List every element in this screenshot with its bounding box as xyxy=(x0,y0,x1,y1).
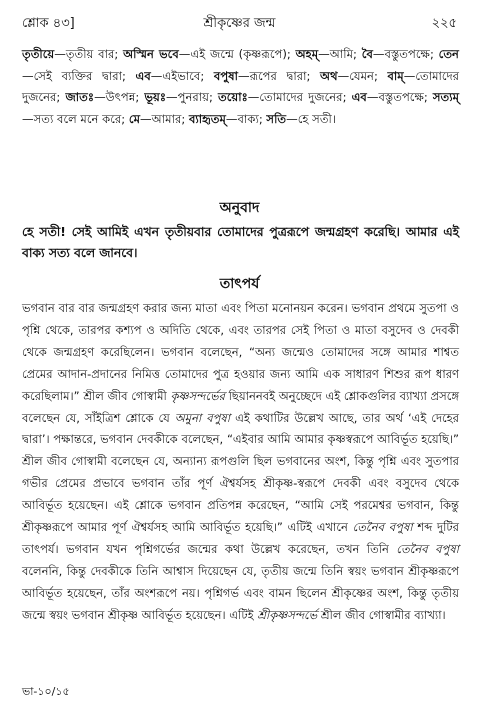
synonym-meaning: হে সতী। xyxy=(297,111,336,126)
translation-text: হে সতী! সেই আমিই এখন তৃতীয়বার তোমাদের পুত্ররূপে জন্মগ্রহণ করেছি। আমার এই বাক্য সত্য বলে জানবে। xyxy=(22,225,459,260)
chapter-title: শ্রীকৃষ্ণের জন্ম xyxy=(203,16,276,31)
synonym-meaning: সেই ব্যক্তির দ্বারা xyxy=(33,68,122,83)
purport-run: শব্দ দুটির তাৎপর্য। ভগবান যখন পৃশ্নিগর্ভের জন্মের কথা উল্লেখ করেছেন, তখন তিনি xyxy=(22,520,459,556)
synonym-meaning: উৎপন্ন xyxy=(105,90,136,104)
footer-signature: ভা-১০/১৫ xyxy=(22,685,70,698)
synonym-word: ভূয়ঃ xyxy=(144,90,167,104)
synonym-meaning: বাক্য xyxy=(237,111,259,126)
synonym-word: ব্যাহৃতম্ xyxy=(188,111,226,126)
purport-heading: তাৎপর্য xyxy=(219,276,260,292)
synonym-meaning: সত্য বলে মনে করে xyxy=(33,111,122,126)
synonym-word: তয়োঃ xyxy=(218,90,248,104)
synonym-word: অহম্ xyxy=(295,47,319,61)
synonym-meaning: আমি xyxy=(329,47,354,61)
synonym-meaning: রূপের দ্বারা xyxy=(249,68,307,83)
purport-run: ভগবান বার বার জন্মগ্রহণ করার জন্য মাতা এবং পিতা মনোনয়ন করেন। ভগবান প্রথমে সুতপা ও পৃশ্নি থেকে, তারপর কশ্যপ ও অদিতি থেকে, এবং তারপর সেই পিতা ও মাতা বসুদেব ও দেবকী থেকে জন্মগ্রহণ করেছিলেন। ভগবান বলেছেন, “অন্য জন্মেও তোমাদের সঙ্গে আমার শাশ্বত প্রেমের আদান-প্রদানের নিমিত্ত তোমাদের পুত্র হওয়ার জন্য আমি এক সাধারণ শিশুর রূপ ধারণ করেছিলাম।” শ্রীল জীব গোস্বামী xyxy=(22,301,459,403)
synonym-meaning: পুনরায় xyxy=(177,90,209,104)
purport-reference: কৃষ্ণসন্দর্ভের xyxy=(170,388,225,403)
synonym-word: মে xyxy=(128,111,141,126)
page-number: ২২৫ xyxy=(431,16,457,31)
synonym-meaning: যেমন xyxy=(349,68,374,83)
synonym-word: এব xyxy=(135,68,151,83)
purport-run: বলেননি, কিন্তু দেবকীকে তিনি আশ্বাস দিয়েছেন যে, তৃতীয় জন্মে তিনি স্বয়ং ভগবান শ্রীকৃষ্ণরূপে আবির্ভূত হয়েছেন, তাঁর অংশরূপে নয়। পৃশ্নিগর্ভ এবং বামন ছিলেন শ্রীকৃষ্ণের অংশ, কিন্তু তৃতীয় জন্মে স্বয়ং ভগবান শ্রীকৃষ্ণ আবির্ভূত হয়েছেন। এটিই xyxy=(22,563,459,622)
purport-text xyxy=(22,298,459,627)
translation-heading: অনুবাদ xyxy=(219,200,260,216)
verse-number: শ্লোক ৪৩] xyxy=(22,16,75,31)
synonym-word: বাম্ xyxy=(387,68,404,83)
synonym-meaning: তৃতীয় বার xyxy=(65,47,115,61)
synonym-meaning: আমার xyxy=(151,111,182,126)
synonym-word: জাতঃ xyxy=(65,90,95,104)
synonym-word: তৃতীয়ে xyxy=(22,47,55,61)
synonym-word: অস্মিন ভবে xyxy=(123,47,179,61)
purport-run: এই কথাটির উল্লেখ আছে, তার অর্থ ‘এই দেহের দ্বারা’। পক্ষান্তরে, ভগবান দেবকীকে বলেছেন, “এইবার আমি আমার কৃষ্ণস্বরূপে আবির্ভূত হয়েছি।” শ্রীল জীব গোস্বামী বলেছেন যে, অন্যান্য রূপগুলি ছিল ভগবানের অংশ, কিন্তু পৃশ্নি এবং সুতপার গভীর প্রেমের প্রভাবে ভগবান তাঁর পূর্ণ ঐশ্বর্যসহ শ্রীকৃষ্ণ-স্বরূপে দেবকী এবং বসুদেব থেকে আবির্ভূত হয়েছেন। এই শ্লোকে ভগবান প্রতিপন্ন করেছেন, “আমি সেই পরমেশ্বর ভগবান, কিন্তু শ্রীকৃষ্ণরূপে আমার পূর্ণ ঐশ্বর্যসহ আমি আবির্ভূত হয়েছি।” এটিই এখানে xyxy=(22,410,459,535)
synonym-word: বৈ xyxy=(361,47,373,61)
synonym-word: সতি xyxy=(266,111,287,126)
synonym-meaning: এইভাবে xyxy=(162,68,201,83)
running-header xyxy=(22,14,457,36)
synonym-meaning: বস্তুতপক্ষে xyxy=(384,47,430,61)
synonym-word: সত্যম্ xyxy=(432,90,460,104)
word-for-word-synonyms: তৃতীয়ে—তৃতীয় বার; অস্মিন ভবে—এই জন্মে (কৃষ্ণরূপে); অহম্—আমি; বৈ—বস্তুতপক্ষে; তেন—সেই ব্যক্তির দ্বারা; এব—এইভাবে; বপুষা—রূপের দ্বারা; অথ—যেমন; বাম্—তোমাদের দুজনের; জাতঃ—উৎপন্ন; ভূয়ঃ—পুনরায়; তয়োঃ—তোমাদের দুজনের; এব—বস্তুতপক্ষে; সত্যম্—সত্য বলে মনে করে; মে—আমার; ব্যাহৃতম্—বাক্য; সতি—হে সতী। xyxy=(22,47,460,126)
synonym-meaning: বস্তুতপক্ষে xyxy=(378,90,424,104)
purport-reference: তেনৈব বপুষা xyxy=(396,541,459,556)
synonym-word: অথ xyxy=(320,68,338,83)
purport-run: ছিয়াননবই অনুচ্ছেদে এই শ্লোকগুলির ব্যাখ্যা প্রসঙ্গে বলেছেন যে, সাঁইত্রিশ শ্লোকে যে xyxy=(22,388,460,425)
synonym-word: তেন xyxy=(438,47,459,61)
purport-reference: অমুনা বপুষা xyxy=(174,410,231,425)
synonym-meaning: তোমাদের দুজনের xyxy=(259,90,343,104)
purport-run: শ্রীল জীব গোস্বামীর ব্যাখ্যা। xyxy=(317,607,446,622)
purport-reference: তেনৈব বপুষা xyxy=(352,520,413,535)
synonym-meaning: তোমাদের দুজনের xyxy=(22,68,460,104)
synonym-word: বপুষা xyxy=(213,68,238,83)
synonym-word: এব xyxy=(351,90,367,104)
purport-reference: শ্রীকৃষ্ণসন্দর্ভে xyxy=(257,607,318,622)
synonym-meaning: এই জন্মে (কৃষ্ণরূপে) xyxy=(190,47,287,61)
